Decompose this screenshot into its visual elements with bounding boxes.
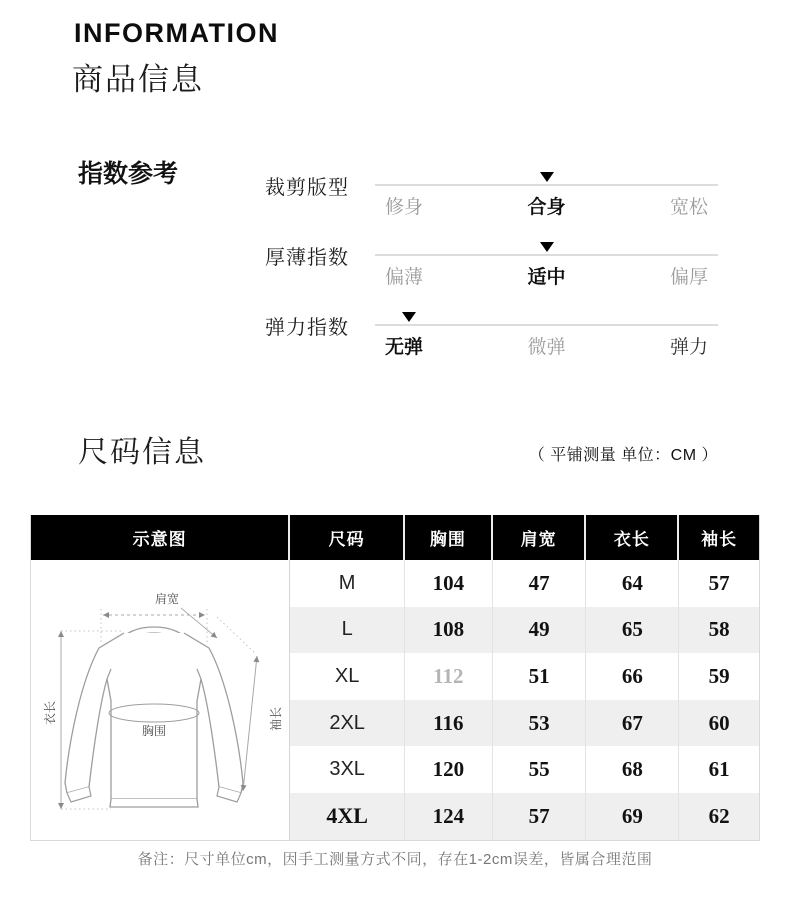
stretch-slider — [375, 300, 718, 370]
table-cell-shoulder: 51 — [493, 653, 587, 700]
col-header-chest: 胸围 — [405, 515, 493, 560]
col-header-size: 尺码 — [290, 515, 405, 560]
svg-text:衣长: 衣长 — [43, 700, 58, 725]
col-header-sleeve: 袖长 — [679, 515, 759, 560]
slider-track — [375, 184, 718, 186]
col-header-diagram: 示意图 — [31, 515, 290, 560]
cut-option-slim: 修身 — [385, 197, 424, 218]
col-header-length: 衣长 — [586, 515, 679, 560]
svg-text:袖长: 袖长 — [269, 706, 284, 731]
cut-option-fitted: 合身 — [527, 197, 566, 218]
slider-row-stretch — [265, 300, 720, 370]
stretch-option-slight: 微弹 — [527, 337, 566, 358]
slider-label-cut: 裁剪版型 — [265, 177, 349, 199]
stretch-option-none: 无弹 — [385, 337, 424, 358]
table-cell-chest: 112 — [405, 653, 493, 700]
table-cell-length: 69 — [586, 793, 679, 840]
table-cell-chest: 124 — [405, 793, 493, 840]
slider-marker-icon — [402, 312, 416, 322]
slider-row-thickness — [265, 230, 720, 300]
cut-option-loose: 宽松 — [669, 197, 708, 218]
svg-text:胸围: 胸围 — [142, 723, 167, 738]
stretch-option-stretch: 弹力 — [669, 337, 708, 358]
table-cell-shoulder: 53 — [493, 700, 587, 747]
table-cell-length: 66 — [586, 653, 679, 700]
index-sliders — [265, 160, 720, 370]
table-cell-sleeve: 62 — [679, 793, 759, 840]
measure-unit-note: （ 平铺测量 单位：CM ） — [528, 447, 718, 464]
table-cell-size: M — [290, 560, 405, 607]
table-cell-sleeve: 57 — [679, 560, 759, 607]
table-cell-sleeve: 58 — [679, 607, 759, 654]
slider-label-thickness: 厚薄指数 — [265, 247, 349, 269]
page-title-en: INFORMATION — [74, 18, 279, 48]
table-cell-shoulder: 55 — [493, 746, 587, 793]
thickness-slider — [375, 230, 718, 300]
thickness-option-medium: 适中 — [527, 267, 566, 288]
table-cell-sleeve: 60 — [679, 700, 759, 747]
slider-row-cut — [265, 160, 720, 230]
slider-track — [375, 254, 718, 256]
table-cell-size: XL — [290, 653, 405, 700]
cut-slider — [375, 160, 718, 230]
index-section-title: 指数参考 — [78, 160, 179, 188]
table-cell-sleeve: 61 — [679, 746, 759, 793]
size-table — [30, 515, 760, 841]
slider-track — [375, 324, 718, 326]
table-cell-shoulder: 47 — [493, 560, 587, 607]
table-cell-length: 67 — [586, 700, 679, 747]
table-cell-chest: 108 — [405, 607, 493, 654]
slider-label-stretch: 弹力指数 — [265, 317, 349, 339]
page-title-zh: 商品信息 — [72, 62, 204, 97]
thickness-option-thick: 偏厚 — [669, 267, 708, 288]
table-cell-chest: 120 — [405, 746, 493, 793]
col-header-shoulder: 肩宽 — [493, 515, 587, 560]
table-cell-chest: 116 — [405, 700, 493, 747]
svg-text:肩宽: 肩宽 — [155, 591, 180, 606]
measurement-disclaimer: 备注：尺寸单位cm，因手工测量方式不同，存在1-2cm误差，皆属合理范围 — [137, 851, 653, 868]
table-cell-shoulder: 49 — [493, 607, 587, 654]
table-cell-length: 65 — [586, 607, 679, 654]
table-cell-shoulder: 57 — [493, 793, 587, 840]
thickness-option-thin: 偏薄 — [385, 267, 424, 288]
table-cell-length: 64 — [586, 560, 679, 607]
slider-marker-icon — [540, 172, 554, 182]
table-cell-size: 4XL — [290, 793, 405, 840]
table-cell-size: L — [290, 607, 405, 654]
table-cell-length: 68 — [586, 746, 679, 793]
table-cell-sleeve: 59 — [679, 653, 759, 700]
garment-diagram — [31, 560, 290, 840]
shirt-measurement-diagram-icon — [31, 561, 289, 839]
size-section-title: 尺码信息 — [78, 436, 206, 469]
table-cell-size: 3XL — [290, 746, 405, 793]
table-cell-chest: 104 — [405, 560, 493, 607]
slider-marker-icon — [540, 242, 554, 252]
table-cell-size: 2XL — [290, 700, 405, 747]
